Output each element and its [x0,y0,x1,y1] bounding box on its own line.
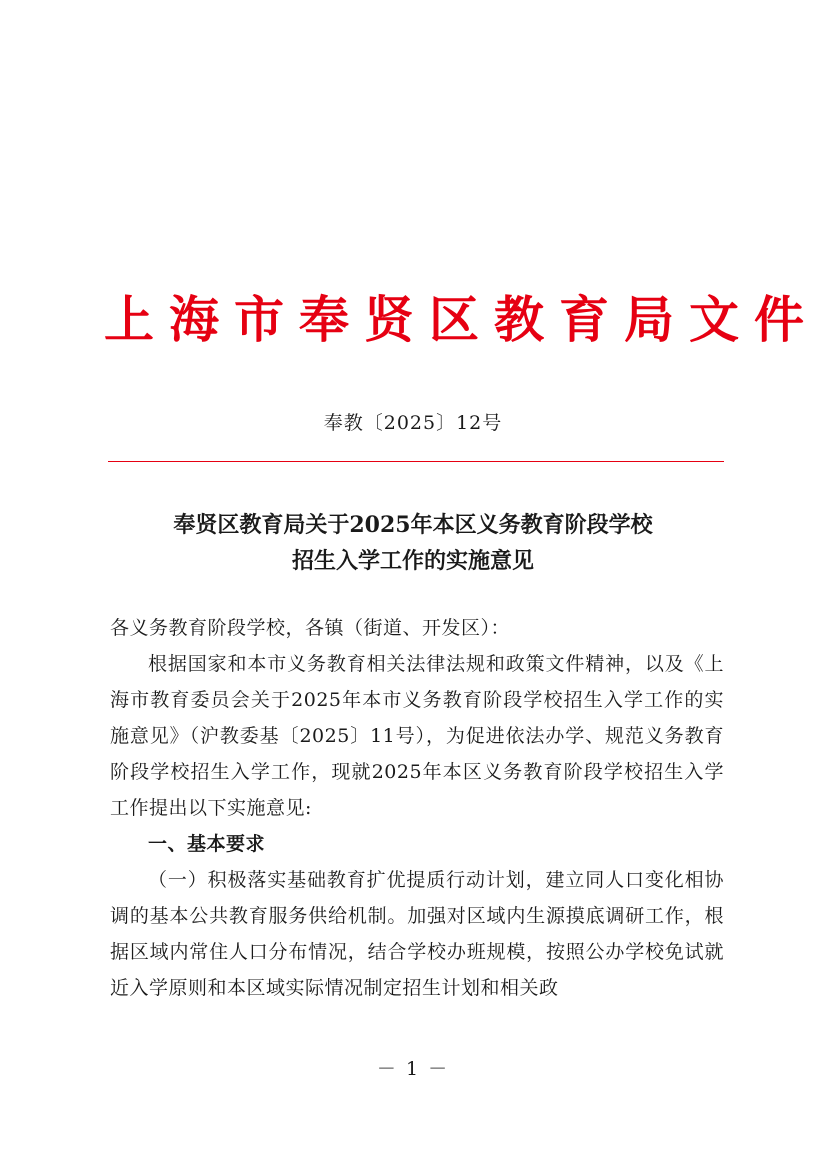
document-title-line-1: 奉贤区教育局关于2025年本区义务教育阶段学校 [173,512,653,538]
salutation: 各义务教育阶段学校，各镇（街道、开发区）： [110,617,511,639]
body-paragraph: （一）积极落实基础教育扩优提质行动计划，建立同人口变化相协调的基本公共教育服务供给机制。加强对区域内生源摸底调研工作，根据区域内常住人口分布情况，结合学校办班规模，按照公办学校免试就近入学原则和本区域实际情况制定招生计划和相关政 [110,869,724,999]
red-divider-line [108,461,724,462]
document-body [110,610,724,1006]
document-title [0,507,826,579]
document-masthead: 上海市奉贤区教育局文件 [104,290,819,349]
document-number: 奉教〔2025〕12号 [323,412,503,434]
page-number: － 1 － [376,1058,450,1080]
section-heading: 一、基本要求 [148,833,266,855]
document-title-line-2: 招生入学工作的实施意见 [291,548,534,574]
intro-paragraph: 根据国家和本市义务教育相关法律法规和政策文件精神，以及《上海市教育委员会关于2025年本市义务教育阶段学校招生入学工作的实施意见》（沪教委基〔2025〕11号），为促进依法办学、规范义务教育阶段学校招生入学工作，现就2025年本区义务教育阶段学校招生入学工作提出以下实施意见: [110,653,724,819]
